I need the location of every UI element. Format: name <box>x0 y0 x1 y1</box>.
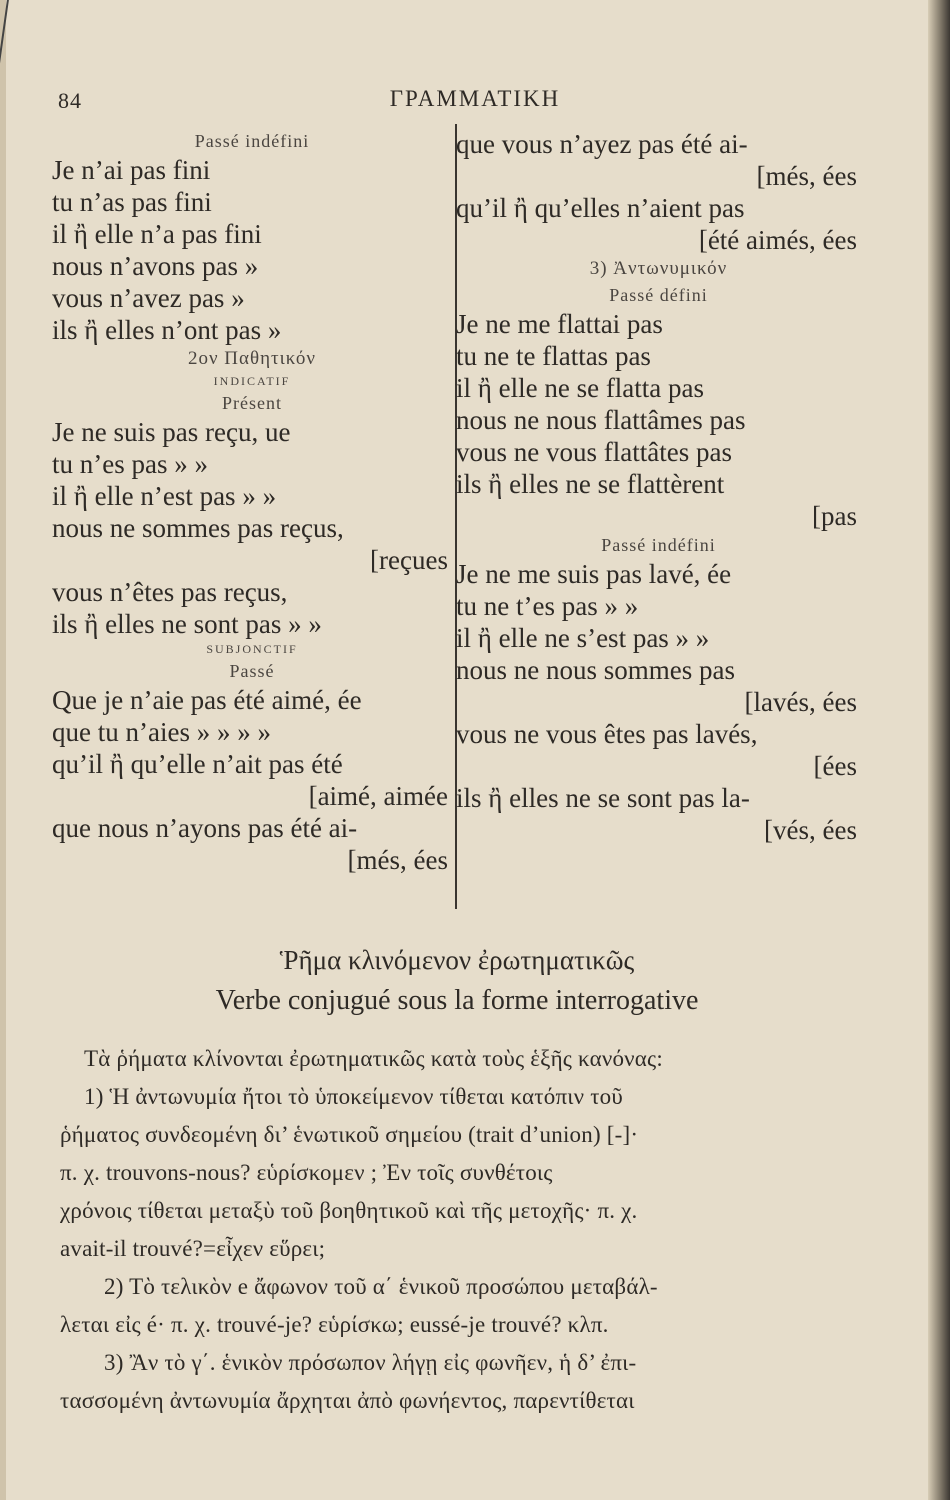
continuation-line: [vés, ées <box>764 815 857 845</box>
conjugation-line: que vous n’ayez pas été ai- <box>456 129 748 159</box>
voice-heading: 3) Ἀντωνυμικόν <box>589 258 728 279</box>
conjugation-line: nous n’avons pas » <box>52 251 259 281</box>
conjugation-line: Je ne me flattai pas <box>456 309 663 339</box>
right-column <box>456 128 861 846</box>
paragraph-line: ῥήματος συνδεομένη δι’ ἑνωτικοῦ σημείου (trait d’union) [-]· <box>60 1122 639 1147</box>
continuation-line: [més, ées <box>756 161 857 191</box>
continuation-line: [été aimés, ées <box>698 225 857 255</box>
conjugation-line: vous n’avez pas » <box>52 283 245 313</box>
tense-heading: Présent <box>222 393 282 413</box>
conjugation-line: ils ἢ elles ne sont pas » » <box>52 609 322 639</box>
tense-heading: Passé indéfini <box>194 131 310 151</box>
conjugation-line: Je ne me suis pas lavé, ée <box>456 559 732 589</box>
conjugation-line: il ἢ elle ne se flatta pas <box>456 373 705 403</box>
continuation-line: [pas <box>812 501 857 531</box>
conjugation-line: qu’il ἢ qu’elles n’aient pas <box>456 193 745 223</box>
conjugation-line: tu n’es pas » » <box>52 449 208 479</box>
mood-heading: SUBJONCTIF <box>206 642 298 656</box>
conjugation-line: vous n’êtes pas reçus, <box>52 577 288 607</box>
page-right-edge <box>928 0 950 1500</box>
conjugation-line: Je n’ai pas fini <box>52 155 211 185</box>
conjugation-line: il ἢ elle n’est pas » » <box>52 481 277 511</box>
paragraph-line: 2) Τὸ τελικὸν e ἄφωνον τοῦ α΄ ἑνικοῦ προσώπου μεταβάλ- <box>104 1274 658 1299</box>
tense-heading: Passé indéfini <box>601 535 716 555</box>
page-number: 84 <box>58 88 82 113</box>
conjugation-line: qu’il ἢ qu’elle n’ait pas été <box>52 749 343 779</box>
conjugation-line: que tu n’aies » » » » <box>52 717 271 747</box>
continuation-line: [lavés, ées <box>744 687 857 717</box>
left-column <box>52 128 452 876</box>
conjugation-line: vous ne vous êtes pas lavés, <box>456 719 758 749</box>
conjugation-line: nous ne sommes pas reçus, <box>52 513 344 543</box>
conjugation-line: vous ne vous flattâtes pas <box>456 437 732 467</box>
continuation-line: [reçues <box>370 545 448 575</box>
continuation-line: [ées <box>813 751 857 781</box>
paragraph-line: 3) Ἂν τὸ γ΄. ἑνικὸν πρόσωπον λήγῃ εἰς φωνῆεν, ἡ δ’ ἐπι- <box>104 1350 637 1375</box>
paragraph-line: λεται εἰς é· π. χ. trouvé-je? εὑρίσκω; eussé-je trouvé? κλπ. <box>60 1312 609 1337</box>
conjugation-line: Que je n’aie pas été aimé, ée <box>52 685 362 715</box>
conjugation-line: il ἢ elle ne s’est pas » » <box>456 623 710 653</box>
conjugation-line: que nous n’ayons pas été ai- <box>52 813 358 843</box>
continuation-line: [més, ées <box>347 845 448 875</box>
conjugation-line: Je ne suis pas reçu, ue <box>52 417 291 447</box>
section-french-title: Verbe conjugué sous la forme interrogative <box>215 985 699 1016</box>
paragraph-line: χρόνοις τίθεται μεταξὺ τοῦ βοηθητικοῦ καὶ τῆς μετοχῆς· π. χ. <box>60 1198 638 1223</box>
voice-heading: 2ον Παθητικόν <box>187 348 317 369</box>
paragraph-line: 1) Ἡ ἀντωνυμία ἤτοι τὸ ὑποκείμενον τίθεται κατόπιν τοῦ <box>84 1084 623 1109</box>
paragraph-line: avait-il trouvé?=εἶχεν εὕρει; <box>60 1236 326 1261</box>
paragraph-line: Τὰ ῥήματα κλίνονται ἐρωτηματικῶς κατὰ τοὺς ἑξῆς κανόνας: <box>84 1046 663 1071</box>
tense-heading: Passé défini <box>609 285 708 305</box>
conjugation-line: ils ἢ elles ne se sont pas la- <box>456 783 750 813</box>
conjugation-line: tu ne t’es pas » » <box>456 591 639 621</box>
conjugation-line: il ἢ elle n’a pas fini <box>52 219 262 249</box>
section-greek-title: Ῥῆμα κλινόμενον ἐρωτηματικῶς <box>279 945 635 975</box>
paragraph-line: τασσομένη ἀντωνυμία ἄρχηται ἀπὸ φωνήεντος, παρεντίθεται <box>60 1388 635 1413</box>
conjugation-line: nous ne nous flattâmes pas <box>456 405 746 435</box>
conjugation-line: tu ne te flattas pas <box>456 341 651 371</box>
conjugation-line: tu n’as pas fini <box>52 187 212 217</box>
paragraph-line: π. χ. trouvons-nous? εὑρίσκομεν ; Ἐν τοῖς συνθέτοις <box>60 1160 553 1185</box>
conjugation-line: ils ἢ elles ne se flattèrent <box>456 469 725 499</box>
conjugation-line: ils ἢ elles n’ont pas » <box>52 315 282 345</box>
conjugation-line: nous ne nous sommes pas <box>456 655 735 685</box>
mood-heading: INDICATIF <box>213 374 291 388</box>
rules-paragraph <box>60 1040 860 1420</box>
page-left-edge <box>0 0 6 1500</box>
tense-heading: Passé <box>229 661 275 681</box>
running-head: ΓΡΑΜΜΑΤΙΚΗ <box>389 86 561 111</box>
continuation-line: [aimé, aimée <box>308 781 448 811</box>
